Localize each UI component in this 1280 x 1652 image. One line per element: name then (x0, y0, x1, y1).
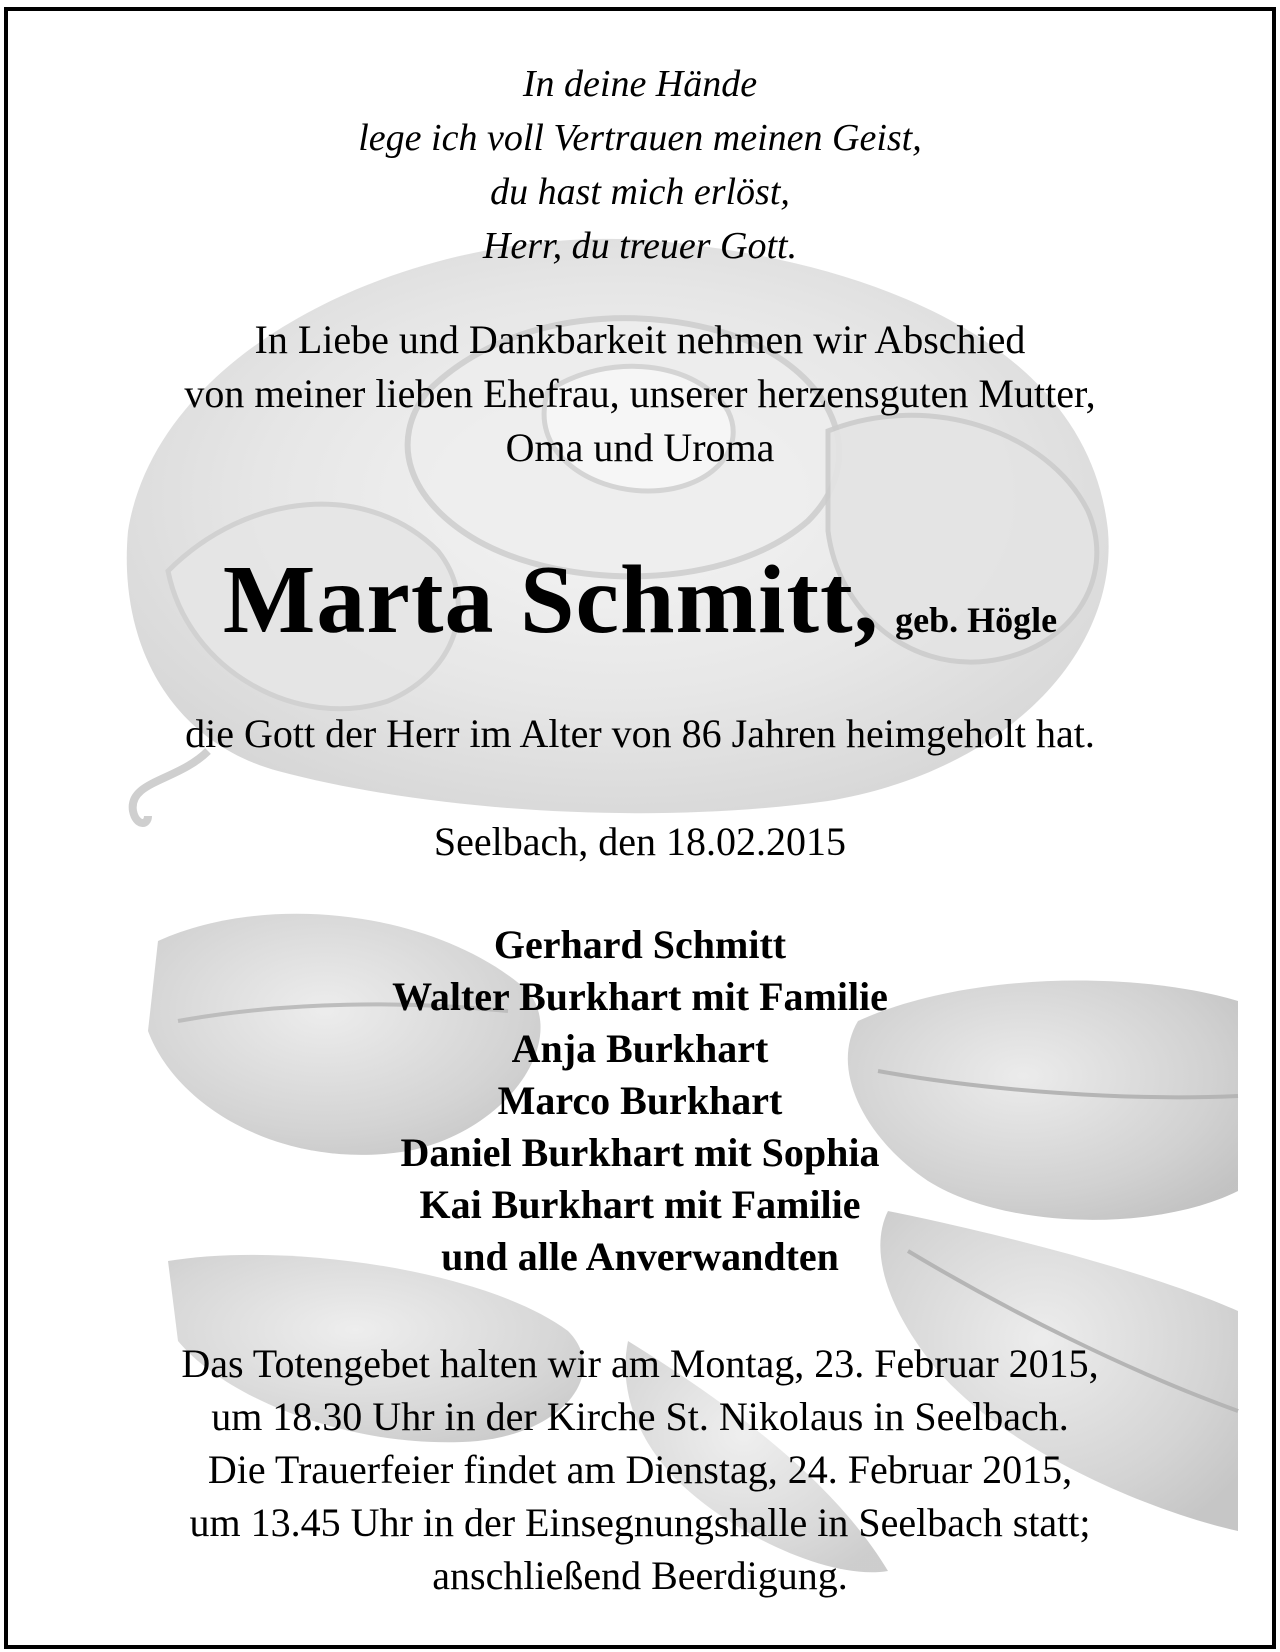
verse-line-2: lege ich voll Vertrauen meinen Geist, (358, 117, 922, 159)
notice-content (8, 11, 1272, 1645)
age-line: die Gott der Herr im Alter von 86 Jahren heimgeholt hat. (185, 711, 1095, 756)
verse-line-1: In deine Hände (522, 63, 758, 105)
service-info-line-4: um 13.45 Uhr in der Einsegnungshalle in Seelbach statt; (189, 1500, 1091, 1545)
mourner-1: Gerhard Schmitt (493, 922, 787, 967)
mourner-5: Daniel Burkhart mit Sophia (400, 1130, 880, 1175)
service-info-line-3: Die Trauerfeier findet am Dienstag, 24. Februar 2015, (207, 1447, 1073, 1492)
mourner-3: Anja Burkhart (511, 1026, 769, 1071)
deceased-maiden-name: geb. Högle (895, 600, 1058, 640)
intro-line-2: von meiner lieben Ehefrau, unserer herzensguten Mutter, (184, 371, 1096, 416)
verse-line-4: Herr, du treuer Gott. (482, 225, 798, 267)
intro-line-3: Oma und Uroma (505, 425, 775, 470)
deceased-name-line (8, 545, 1272, 683)
service-info-line-1: Das Totengebet halten wir am Montag, 23. Februar 2015, (181, 1341, 1099, 1386)
place-date: Seelbach, den 18.02.2015 (433, 819, 847, 864)
verse-line-3: du hast mich erlöst, (490, 171, 790, 213)
intro-line-1: In Liebe und Dankbarkeit nehmen wir Abschied (254, 317, 1026, 362)
mourner-6: Kai Burkhart mit Familie (419, 1182, 861, 1227)
mourner-4: Marco Burkhart (497, 1078, 783, 1123)
deceased-name: Marta Schmitt, (222, 546, 880, 654)
mourner-2: Walter Burkhart mit Familie (392, 974, 888, 1019)
service-info-line-2: um 18.30 Uhr in der Kirche St. Nikolaus in Seelbach. (211, 1394, 1069, 1439)
mourner-7: und alle Anverwandten (441, 1234, 839, 1279)
obituary-notice (4, 7, 1276, 1649)
service-info-line-5: anschließend Beerdigung. (432, 1553, 848, 1598)
